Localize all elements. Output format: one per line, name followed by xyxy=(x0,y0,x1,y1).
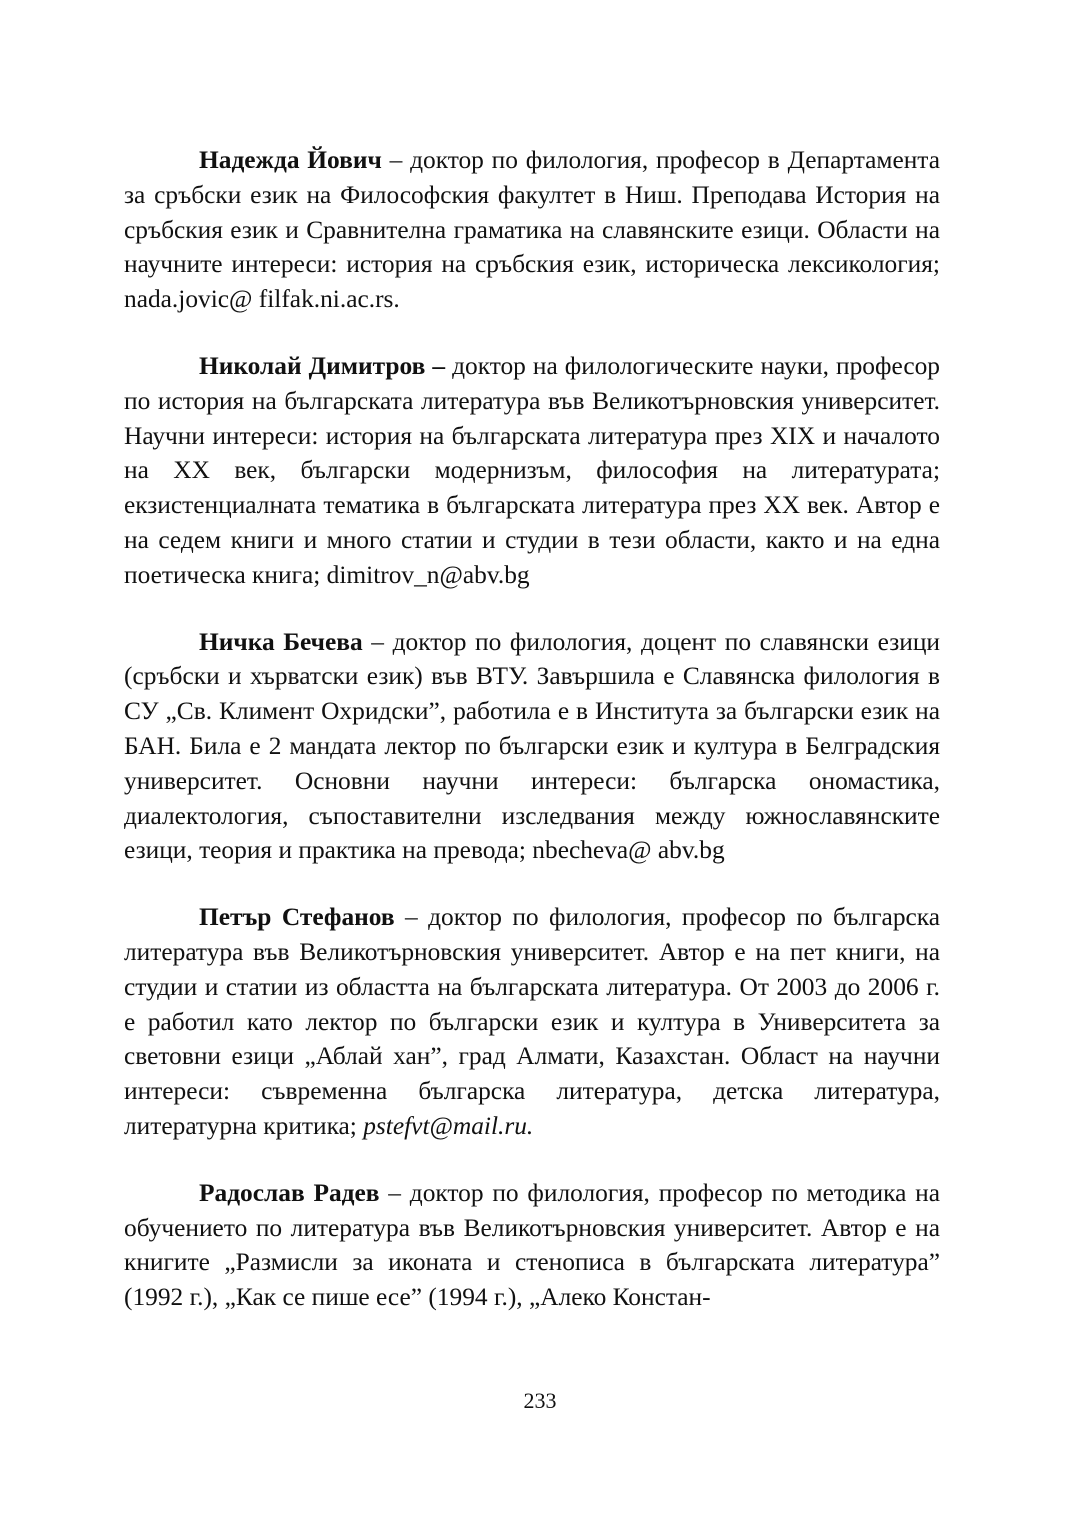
bio-entry-radev xyxy=(124,1176,940,1315)
author-email: pstefvt@mail.ru. xyxy=(363,1111,534,1140)
page-text xyxy=(124,143,940,1347)
author-name: Ничка Бечева xyxy=(199,627,363,656)
bio-text: доктор на филологическите науки, професор по история на българската литература във Великотърновския университет. Научни интереси: история на българската литература през XIX и началото на XX век, български модернизъм, философия на литературата; екзистенциалната тематика в българската литература през XX век. Автор е на седем книги и много статии и студии в тези области, както и на една поетическа книга; dimitrov_n@abv.bg xyxy=(124,351,941,589)
bio-entry-becheva xyxy=(124,625,940,869)
author-name: Надежда Йович xyxy=(199,146,382,174)
author-name: Петър Стефанов xyxy=(199,903,395,932)
author-name: Радослав Радев xyxy=(199,1178,380,1207)
bio-text: – доктор по филология, доцент по славянски езици (сръбски и хърватски език) във ВТУ. Завършила е Славянска филология в СУ „Св. Климент Охридски”, работила е в Института за български език на БАН. Била е 2 мандата лектор по български език и култура в Белградския университет. Основни научни интереси: българска ономастика, диалектология, съпоставителни изследвания между южнославянските езици, теория и практика на превода; nbecheva@ abv.bg xyxy=(124,627,940,865)
bio-entry-stefanov xyxy=(124,900,940,1144)
bio-entry-jovich xyxy=(124,143,940,317)
bio-text: – доктор по филология, професор в Департамента за сръбски език на Философския факултет в Ниш. Преподава История на сръбския език и Сравнителна граматика на славянските езици. Области на научните интереси: история на сръбския език, историческа лексикология; nada.jovic@ filfak.ni.ac.rs. xyxy=(124,146,940,314)
page-number: 233 xyxy=(523,1388,557,1413)
bio-text: – доктор по филология, професор по българска литература във Великотърновския университет. Автор е на пет книги, на студии и статии из областта на българската литература. От 2003 до 2006 г. е работил като лектор по български език и култура в Университета за световни езици „Аблай хан”, град Алмати, Казахстан. Област на научни интереси: съвременна българска литература, детска литература, литературна критика; xyxy=(124,903,941,1140)
bio-text: – доктор по филология, професор по методика на обучението по литература във Великотърновския университет. Автор е на книгите „Размисли за иконата и стенописа в българската литература” (1992 г.), „Как се пише есе” (1994 г.), „Алеко Констан- xyxy=(124,1178,940,1312)
author-name: Николай Димитров – xyxy=(199,351,446,380)
bio-entry-dimitrov xyxy=(124,349,940,593)
